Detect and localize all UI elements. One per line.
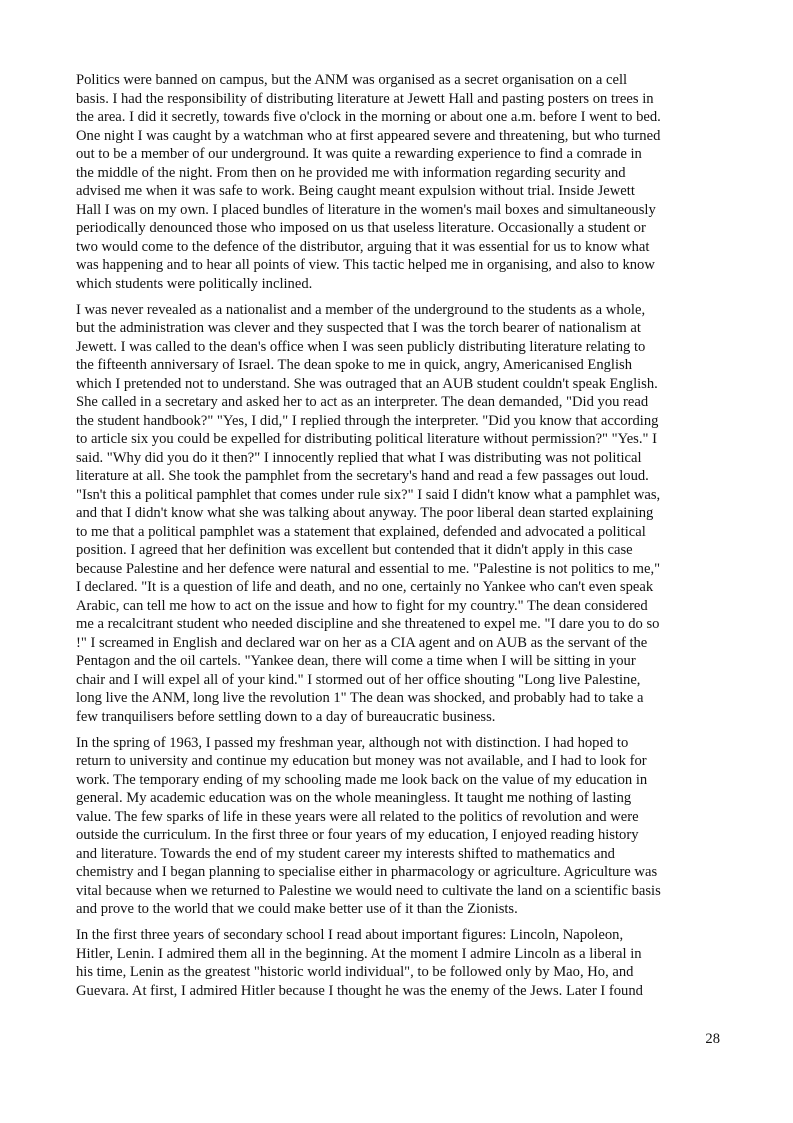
text-line: and that I didn't know what she was talking about anyway. The poor liberal dean started explaining (76, 505, 654, 521)
text-line: the middle of the night. From then on he provided me with information regarding security and (76, 164, 626, 181)
text-line: !" I screamed in English and declared war on her as a CIA agent and on AUB as the servant of the (76, 634, 648, 651)
text-line: I was never revealed as a nationalist and a member of the underground to the students as a whole, (76, 301, 646, 318)
text-line: chair and I will expel all of your kind." I stormed out of her office shouting "Long live Palestine, (76, 671, 641, 688)
text-line: outside the curriculum. In the first three or four years of my education, I enjoyed reading history (76, 827, 639, 843)
text-line: value. The few sparks of life in these years were all related to the politics of revolution and were (76, 808, 639, 825)
text-line: me a recalcitrant student who needed discipline and she threatened to expel me. "I dare you to do so (76, 616, 660, 632)
text-line: which students were politically inclined. (76, 275, 313, 292)
text-line: general. My academic education was on the whole meaningless. It taught me nothing of lasting (76, 790, 632, 806)
text-line: Guevara. At first, I admired Hitler because I thought he was the enemy of the Jews. Later I found (76, 982, 643, 999)
paragraph (76, 71, 721, 293)
text-line: because Palestine and her defence were natural and essential to me. "Palestine is not politics to me," (76, 560, 661, 577)
text-line: out to be a member of our underground. It was quite a rewarding experience to find a comrade in (76, 146, 642, 162)
text-line: In the first three years of secondary school I read about important figures: Lincoln, Napoleon, (76, 927, 624, 943)
text-line: position. I agreed that her definition was excellent but contended that it didn't apply in this case (76, 542, 633, 558)
paragraph (76, 926, 721, 1000)
text-line: chemistry and I began planning to specialise either in pharmacology or agriculture. Agriculture was (76, 864, 658, 880)
text-line: vital because when we returned to Palestine we would need to cultivate the land on a scientific basis (76, 882, 661, 899)
text-line: Hitler, Lenin. I admired them all in the beginning. At the moment I admire Lincoln as a liberal in (76, 945, 642, 962)
text-line: periodically denounced those who imposed on us that useless literature. Occasionally a student or (76, 220, 646, 236)
text-line: In the spring of 1963, I passed my freshman year, although not with distinction. I had hoped to (76, 734, 629, 751)
text-line: work. The temporary ending of my schooling made me look back on the value of my education in (76, 771, 648, 788)
text-line: "Isn't this a political pamphlet that comes under rule six?" I said I didn't know what a pamphlet was, (76, 486, 661, 503)
text-line: and prove to the world that we could make better use of it than the Zionists. (76, 901, 518, 917)
text-line: the student handbook?" "Yes, I did," I replied through the interpreter. "Did you know that according (76, 412, 659, 429)
text-line: few tranquilisers before settling down to a day of bureaucratic business. (76, 708, 496, 725)
text-line: return to university and continue my education but money was not available, and I had to look for (76, 753, 647, 769)
text-line: but the administration was clever and they suspected that I was the torch bearer of nationalism at (76, 320, 641, 336)
text-line: to article six you could be expelled for distributing political literature without permission?" "Yes." I (76, 431, 657, 447)
text-line: One night I was caught by a watchman who at first appeared severe and threatening, but who turned (76, 127, 661, 144)
text-line: Hall I was on my own. I placed bundles of literature in the women's mail boxes and simultaneously (76, 201, 656, 218)
text-line: two would come to the defence of the distributor, arguing that it was essential for us to know what (76, 238, 650, 255)
text-line: was happening and to hear all points of view. This tactic helped me in organising, and also to know (76, 257, 655, 273)
text-line: the fifteenth anniversary of Israel. The dean spoke to me in quick, angry, Americanised English (76, 357, 633, 373)
text-line: Arabic, can tell me how to act on the issue and how to fight for my country." The dean considered (76, 597, 648, 614)
paragraph (76, 734, 721, 919)
body-text (76, 71, 721, 1008)
text-line: long live the ANM, long live the revolution 1" The dean was shocked, and probably had to take a (76, 690, 644, 706)
text-line: his time, Lenin as the greatest "historic world individual", to be followed only by Mao, Ho, and (76, 964, 634, 980)
text-line: and literature. Towards the end of my student career my interests shifted to mathematics and (76, 845, 615, 862)
text-line: advised me when it was safe to work. Being caught meant expulsion without trial. Inside Jewett (76, 183, 635, 199)
text-line: to me that a political pamphlet was a statement that explained, defended and advocated a political (76, 523, 646, 540)
text-line: Pentagon and the oil cartels. "Yankee dean, there will come a time when I will be sitting in your (76, 653, 636, 669)
page-number: 28 (705, 1031, 720, 1047)
text-line: I declared. "It is a question of life and death, and no one, certainly no Yankee who can't even speak (76, 579, 654, 595)
paragraph (76, 301, 721, 727)
text-line: Jewett. I was called to the dean's office when I was seen publicly distributing literature relating to (76, 338, 646, 355)
text-line: literature at all. She took the pamphlet from the secretary's hand and read a few passages out loud. (76, 468, 649, 484)
text-line: She called in a secretary and asked her to act as an interpreter. The dean demanded, "Did you read (76, 394, 649, 410)
text-line: basis. I had the responsibility of distributing literature at Jewett Hall and pasting posters on trees in (76, 90, 654, 107)
text-line: said. "Why did you do it then?" I innocently replied that what I was distributing was not political (76, 449, 642, 466)
text-line: Politics were banned on campus, but the ANM was organised as a secret organisation on a cell (76, 72, 628, 88)
text-line: which I pretended not to understand. She was outraged that an AUB student couldn't speak English. (76, 375, 658, 392)
text-line: the area. I did it secretly, towards five o'clock in the morning or about one a.m. before I went to bed. (76, 109, 661, 125)
